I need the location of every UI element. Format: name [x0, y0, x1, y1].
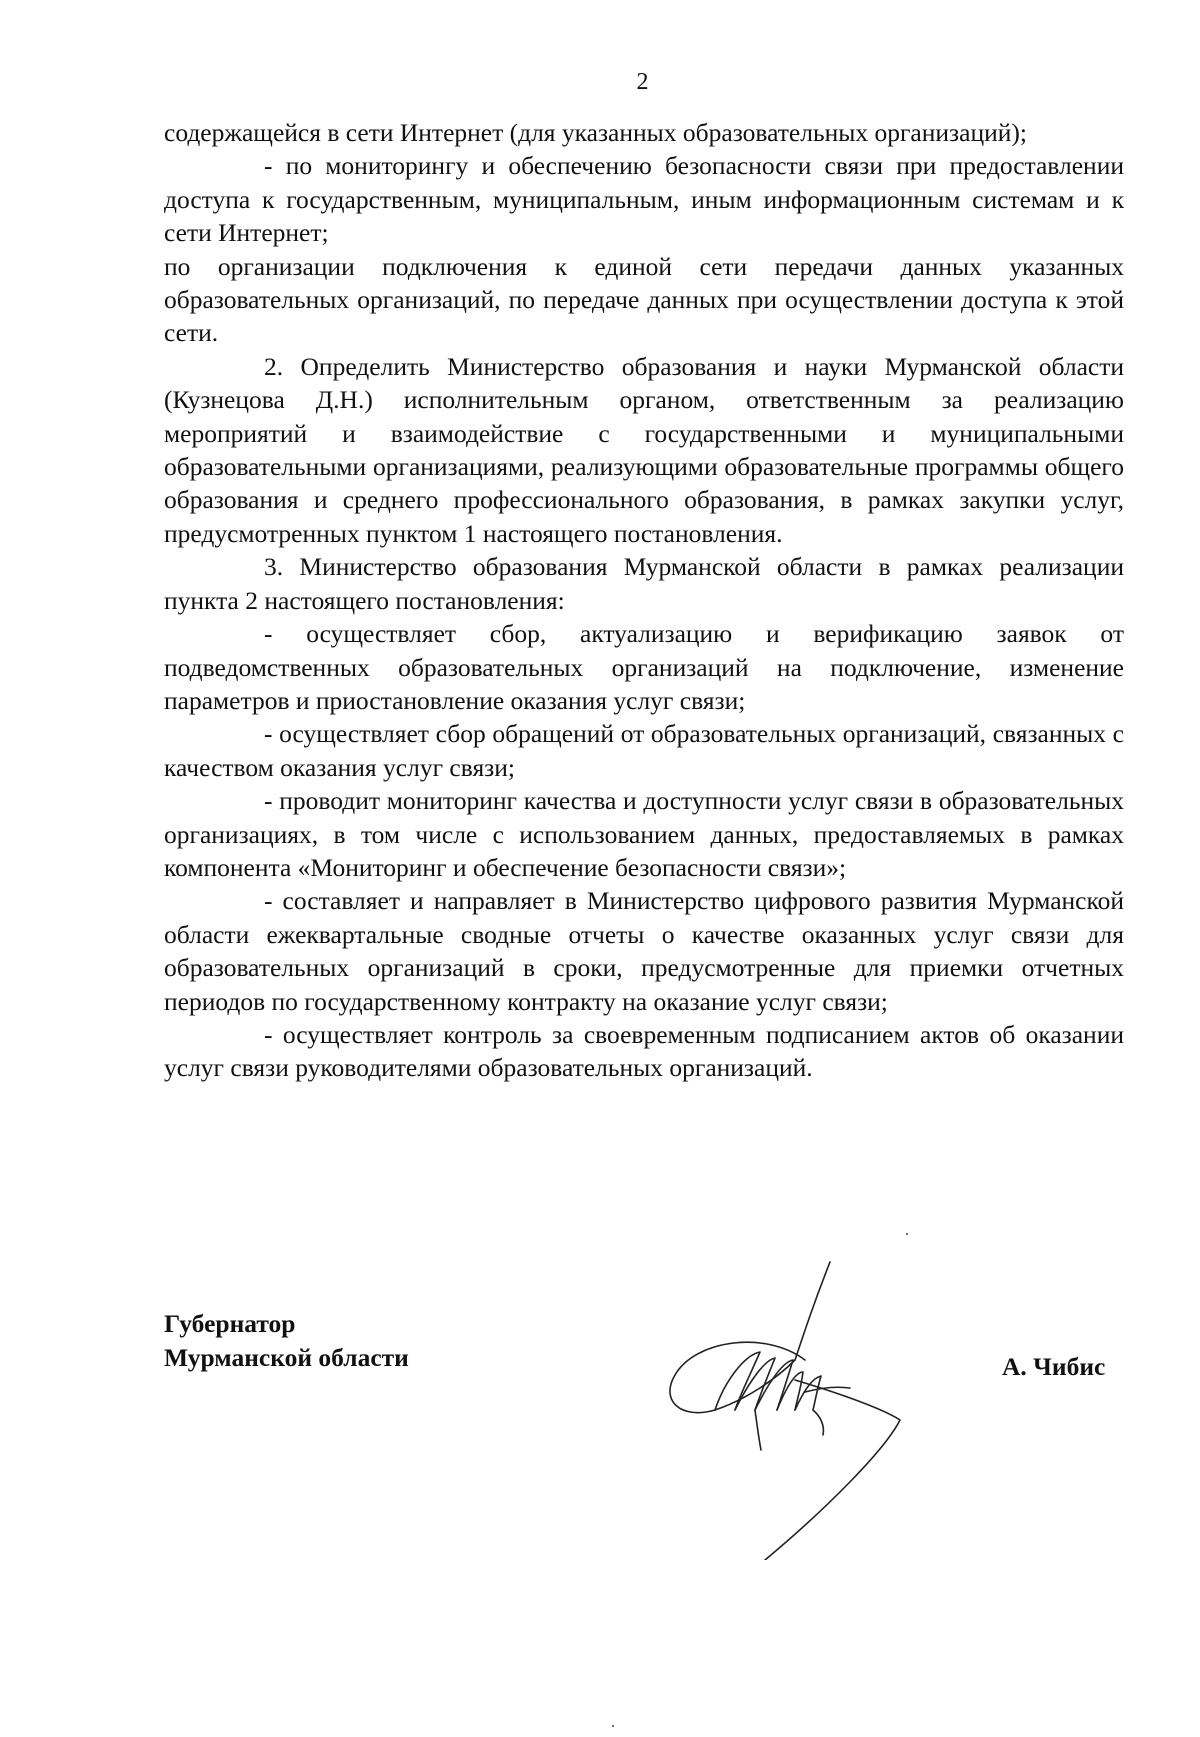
signer-name: А. Чибис [1002, 1352, 1106, 1381]
signatory-title-line-2: Мурманской области [164, 1343, 409, 1372]
paragraph-8: - проводит мониторинг качества и доступности услуг связи в образовательных организациях, в том числе с использованием данных, предоставляемых в рамках компонента «Мониторинг и обеспечение безопасности связи»; [164, 786, 1124, 882]
paragraph-2: - по мониторингу и обеспечению безопасности связи при предоставлении доступа к государственным, муниципальным, иным информационным системам и к сети Интернет; [164, 151, 1124, 248]
signatory-title-line-1: Губернатор [164, 1309, 296, 1338]
handwritten-signature [655, 1260, 935, 1560]
document-body [164, 116, 1124, 1085]
page-number: 2 [636, 69, 649, 95]
paragraph-5: 3. Министерство образования Мурманской области в рамках реализации пункта 2 настоящего постановления: [164, 552, 1124, 615]
paragraph-9: - составляет и направляет в Министерство цифрового развития Мурманской области ежеквартальные сводные отчеты о качестве оказанных услуг связи для образовательных организаций в сроки, предусмотренные для приемки отчетных периодов по государственному контракту на оказание услуг связи; [164, 886, 1124, 1016]
scan-artifact [612, 1725, 614, 1727]
paragraph-10: - осуществляет контроль за своевременным подписанием актов об оказании услуг связи руководителями образовательных организаций. [164, 1019, 1124, 1083]
paragraph-3: по организации подключения к единой сети передачи данных указанных образовательных организаций, по передаче данных при осуществлении доступа к этой сети. [164, 251, 1124, 348]
paragraph-4: 2. Определить Министерство образования и науки Мурманской области (Кузнецова Д.Н.) исполнительным органом, ответственным за реализацию мероприятий и взаимодействие с государственными и муниципальными образовательными организациями, реализующими образовательные программы общего образования и среднего профессионального образования, в рамках закупки услуг, предусмотренных пунктом 1 настоящего постановления. [164, 351, 1124, 548]
signatory-title [164, 1307, 409, 1375]
paragraph-7: - осуществляет сбор обращений от образовательных организаций, связанных с качеством оказания услуг связи; [164, 719, 1124, 782]
paragraph-1: содержащейся в сети Интернет (для указанных образовательных организаций); [164, 118, 1027, 147]
paragraph-6: - осуществляет сбор, актуализацию и верификацию заявок от подведомственных образовательных организаций на подключение, изменение параметров и приостановление оказания услуг связи; [164, 619, 1124, 715]
scan-artifact [906, 1233, 908, 1235]
